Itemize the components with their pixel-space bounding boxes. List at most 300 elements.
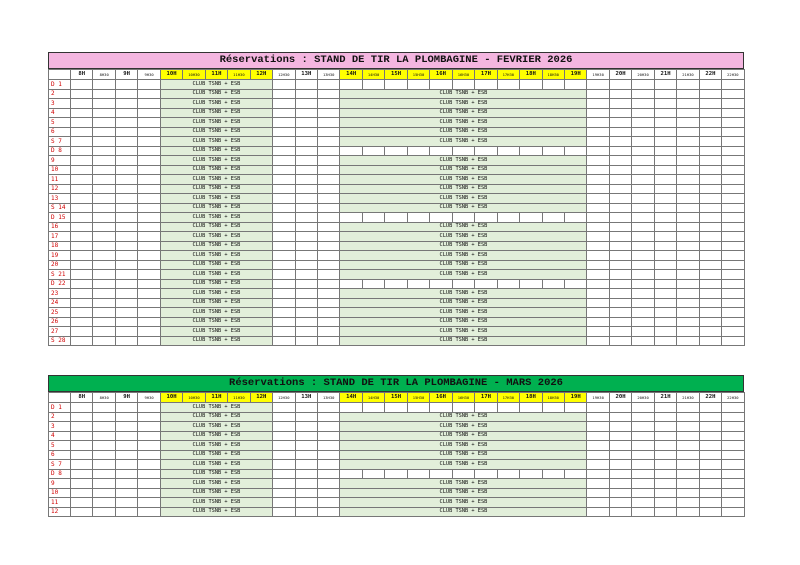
time-header: 12H30 <box>273 70 295 80</box>
empty-slot <box>699 251 721 261</box>
reservation-afternoon: CLUB TSNB + ESB <box>340 412 587 422</box>
empty-slot <box>273 99 295 109</box>
empty-slot <box>722 469 744 479</box>
empty-slot <box>654 222 676 232</box>
empty-slot <box>677 137 699 147</box>
empty-slot <box>609 327 631 337</box>
empty-slot <box>699 260 721 270</box>
reservation-afternoon: CLUB TSNB + ESB <box>340 175 587 185</box>
empty-slot <box>677 108 699 118</box>
empty-slot <box>677 184 699 194</box>
empty-slot <box>632 298 654 308</box>
empty-slot <box>317 89 339 99</box>
empty-slot <box>317 298 339 308</box>
empty-slot <box>699 327 721 337</box>
empty-slot <box>317 127 339 137</box>
time-header: 17H <box>475 393 497 403</box>
empty-slot <box>115 251 137 261</box>
empty-slot <box>71 298 93 308</box>
empty-slot <box>475 146 497 156</box>
empty-slot <box>654 165 676 175</box>
empty-slot <box>273 270 295 280</box>
empty-slot <box>722 308 744 318</box>
empty-slot <box>452 80 474 90</box>
empty-slot <box>273 412 295 422</box>
empty-slot <box>93 298 115 308</box>
empty-slot <box>677 507 699 517</box>
time-header: 11H <box>205 393 227 403</box>
empty-slot <box>497 213 519 223</box>
empty-slot <box>273 146 295 156</box>
empty-slot <box>362 213 384 223</box>
empty-slot <box>677 270 699 280</box>
day-label: D 1 <box>49 403 71 413</box>
time-header: 11H30 <box>228 70 250 80</box>
empty-slot <box>295 507 317 517</box>
empty-slot <box>71 156 93 166</box>
reservation-morning: CLUB TSNB + ESB <box>160 127 272 137</box>
empty-slot <box>609 289 631 299</box>
reservation-morning: CLUB TSNB + ESB <box>160 270 272 280</box>
empty-slot <box>587 317 609 327</box>
empty-slot <box>71 507 93 517</box>
reservation-afternoon: CLUB TSNB + ESB <box>340 507 587 517</box>
empty-slot <box>654 450 676 460</box>
empty-slot <box>93 260 115 270</box>
empty-slot <box>93 175 115 185</box>
empty-slot <box>520 469 542 479</box>
day-row <box>49 127 745 137</box>
empty-slot <box>632 156 654 166</box>
empty-slot <box>722 222 744 232</box>
empty-slot <box>722 127 744 137</box>
empty-slot <box>93 460 115 470</box>
empty-slot <box>138 241 160 251</box>
time-header: 19H30 <box>587 70 609 80</box>
empty-slot <box>71 327 93 337</box>
empty-slot <box>609 498 631 508</box>
empty-slot <box>677 175 699 185</box>
empty-slot <box>632 336 654 346</box>
empty-slot <box>632 270 654 280</box>
empty-slot <box>587 460 609 470</box>
empty-slot <box>71 289 93 299</box>
reservation-morning: CLUB TSNB + ESB <box>160 431 272 441</box>
empty-slot <box>677 232 699 242</box>
empty-slot <box>654 194 676 204</box>
empty-slot <box>722 403 744 413</box>
empty-slot <box>93 308 115 318</box>
time-header: 11H <box>205 70 227 80</box>
empty-slot <box>317 289 339 299</box>
reservation-afternoon: CLUB TSNB + ESB <box>340 165 587 175</box>
empty-slot <box>138 403 160 413</box>
empty-slot <box>340 403 362 413</box>
empty-slot <box>317 336 339 346</box>
day-row <box>49 431 745 441</box>
empty-slot <box>677 213 699 223</box>
day-label: 23 <box>49 289 71 299</box>
empty-slot <box>587 146 609 156</box>
empty-slot <box>317 507 339 517</box>
empty-slot <box>385 403 407 413</box>
empty-slot <box>654 80 676 90</box>
reservation-afternoon: CLUB TSNB + ESB <box>340 450 587 460</box>
empty-slot <box>93 222 115 232</box>
empty-slot <box>317 469 339 479</box>
empty-slot <box>564 279 586 289</box>
empty-slot <box>609 507 631 517</box>
empty-slot <box>587 422 609 432</box>
empty-slot <box>273 108 295 118</box>
empty-slot <box>632 488 654 498</box>
empty-slot <box>587 165 609 175</box>
empty-slot <box>115 175 137 185</box>
empty-slot <box>632 80 654 90</box>
empty-slot <box>115 203 137 213</box>
corner-cell <box>49 70 71 80</box>
empty-slot <box>609 99 631 109</box>
empty-slot <box>138 460 160 470</box>
empty-slot <box>654 146 676 156</box>
empty-slot <box>722 89 744 99</box>
empty-slot <box>93 99 115 109</box>
time-header: 8H30 <box>93 393 115 403</box>
day-label: 6 <box>49 450 71 460</box>
day-label: S 7 <box>49 137 71 147</box>
empty-slot <box>385 213 407 223</box>
empty-slot <box>317 479 339 489</box>
reservation-afternoon: CLUB TSNB + ESB <box>340 118 587 128</box>
reservation-morning: CLUB TSNB + ESB <box>160 336 272 346</box>
time-header: 12H30 <box>273 393 295 403</box>
time-header: 20H30 <box>632 393 654 403</box>
empty-slot <box>587 175 609 185</box>
day-label: D 1 <box>49 80 71 90</box>
empty-slot <box>273 298 295 308</box>
empty-slot <box>722 156 744 166</box>
reservation-morning: CLUB TSNB + ESB <box>160 146 272 156</box>
empty-slot <box>654 498 676 508</box>
empty-slot <box>115 317 137 327</box>
reservation-morning: CLUB TSNB + ESB <box>160 222 272 232</box>
empty-slot <box>632 460 654 470</box>
empty-slot <box>677 127 699 137</box>
empty-slot <box>587 194 609 204</box>
day-row <box>49 99 745 109</box>
empty-slot <box>295 270 317 280</box>
day-label: D 8 <box>49 146 71 156</box>
day-row <box>49 441 745 451</box>
empty-slot <box>609 156 631 166</box>
empty-slot <box>295 488 317 498</box>
reservation-afternoon: CLUB TSNB + ESB <box>340 336 587 346</box>
empty-slot <box>677 99 699 109</box>
empty-slot <box>407 469 429 479</box>
empty-slot <box>138 431 160 441</box>
empty-slot <box>317 99 339 109</box>
day-label: 4 <box>49 108 71 118</box>
empty-slot <box>295 422 317 432</box>
empty-slot <box>587 137 609 147</box>
empty-slot <box>273 450 295 460</box>
empty-slot <box>677 146 699 156</box>
reservation-afternoon: CLUB TSNB + ESB <box>340 327 587 337</box>
empty-slot <box>677 260 699 270</box>
empty-slot <box>632 203 654 213</box>
empty-slot <box>722 298 744 308</box>
empty-slot <box>273 203 295 213</box>
empty-slot <box>632 403 654 413</box>
time-header: 9H30 <box>138 70 160 80</box>
corner-cell <box>49 393 71 403</box>
empty-slot <box>273 222 295 232</box>
empty-slot <box>295 241 317 251</box>
empty-slot <box>295 222 317 232</box>
empty-slot <box>632 184 654 194</box>
empty-slot <box>93 289 115 299</box>
empty-slot <box>722 279 744 289</box>
empty-slot <box>609 279 631 289</box>
reservation-afternoon: CLUB TSNB + ESB <box>340 441 587 451</box>
reservation-afternoon: CLUB TSNB + ESB <box>340 194 587 204</box>
empty-slot <box>722 99 744 109</box>
empty-slot <box>295 118 317 128</box>
empty-slot <box>138 99 160 109</box>
empty-slot <box>632 289 654 299</box>
time-header: 18H30 <box>542 393 564 403</box>
empty-slot <box>115 118 137 128</box>
time-header: 22H30 <box>722 70 744 80</box>
empty-slot <box>273 336 295 346</box>
empty-slot <box>542 403 564 413</box>
time-header: 13H30 <box>317 70 339 80</box>
empty-slot <box>93 194 115 204</box>
day-label: 4 <box>49 431 71 441</box>
reservation-afternoon: CLUB TSNB + ESB <box>340 498 587 508</box>
day-row <box>49 137 745 147</box>
empty-slot <box>677 412 699 422</box>
empty-slot <box>115 184 137 194</box>
empty-slot <box>564 469 586 479</box>
day-row <box>49 450 745 460</box>
day-label: 27 <box>49 327 71 337</box>
empty-slot <box>115 289 137 299</box>
time-header: 20H <box>609 393 631 403</box>
empty-slot <box>115 165 137 175</box>
empty-slot <box>542 213 564 223</box>
empty-slot <box>295 108 317 118</box>
empty-slot <box>71 450 93 460</box>
reservation-afternoon: CLUB TSNB + ESB <box>340 156 587 166</box>
reservation-morning: CLUB TSNB + ESB <box>160 317 272 327</box>
empty-slot <box>115 298 137 308</box>
empty-slot <box>722 175 744 185</box>
empty-slot <box>71 308 93 318</box>
day-row <box>49 108 745 118</box>
day-row <box>49 241 745 251</box>
empty-slot <box>677 469 699 479</box>
empty-slot <box>317 213 339 223</box>
empty-slot <box>609 175 631 185</box>
empty-slot <box>699 469 721 479</box>
time-header: 20H <box>609 70 631 80</box>
empty-slot <box>632 146 654 156</box>
empty-slot <box>295 146 317 156</box>
empty-slot <box>609 184 631 194</box>
empty-slot <box>138 118 160 128</box>
empty-slot <box>699 289 721 299</box>
empty-slot <box>138 156 160 166</box>
empty-slot <box>115 156 137 166</box>
empty-slot <box>71 251 93 261</box>
reservation-afternoon: CLUB TSNB + ESB <box>340 289 587 299</box>
empty-slot <box>609 317 631 327</box>
reservation-morning: CLUB TSNB + ESB <box>160 80 272 90</box>
reservation-morning: CLUB TSNB + ESB <box>160 450 272 460</box>
time-header: 8H <box>71 70 93 80</box>
empty-slot <box>273 213 295 223</box>
empty-slot <box>93 469 115 479</box>
empty-slot <box>340 469 362 479</box>
day-label: 2 <box>49 89 71 99</box>
empty-slot <box>699 498 721 508</box>
empty-slot <box>722 108 744 118</box>
reservation-afternoon: CLUB TSNB + ESB <box>340 298 587 308</box>
time-header: 16H30 <box>452 393 474 403</box>
reservation-morning: CLUB TSNB + ESB <box>160 289 272 299</box>
empty-slot <box>273 260 295 270</box>
reservation-afternoon: CLUB TSNB + ESB <box>340 251 587 261</box>
empty-slot <box>93 450 115 460</box>
day-label: 19 <box>49 251 71 261</box>
empty-slot <box>362 80 384 90</box>
reservation-morning: CLUB TSNB + ESB <box>160 498 272 508</box>
time-header: 21H <box>654 70 676 80</box>
day-label: D 22 <box>49 279 71 289</box>
empty-slot <box>138 317 160 327</box>
empty-slot <box>138 441 160 451</box>
empty-slot <box>564 146 586 156</box>
day-label: 10 <box>49 488 71 498</box>
empty-slot <box>587 270 609 280</box>
reservation-afternoon: CLUB TSNB + ESB <box>340 89 587 99</box>
empty-slot <box>609 165 631 175</box>
empty-slot <box>654 137 676 147</box>
time-header: 13H <box>295 393 317 403</box>
empty-slot <box>722 327 744 337</box>
day-row <box>49 460 745 470</box>
empty-slot <box>93 203 115 213</box>
empty-slot <box>609 222 631 232</box>
empty-slot <box>699 175 721 185</box>
empty-slot <box>273 251 295 261</box>
empty-slot <box>587 184 609 194</box>
empty-slot <box>273 194 295 204</box>
empty-slot <box>93 270 115 280</box>
empty-slot <box>520 279 542 289</box>
empty-slot <box>722 289 744 299</box>
reservation-morning: CLUB TSNB + ESB <box>160 460 272 470</box>
empty-slot <box>430 403 452 413</box>
empty-slot <box>699 336 721 346</box>
empty-slot <box>115 108 137 118</box>
empty-slot <box>71 89 93 99</box>
time-header: 17H30 <box>497 70 519 80</box>
empty-slot <box>677 498 699 508</box>
empty-slot <box>609 118 631 128</box>
empty-slot <box>677 431 699 441</box>
time-header: 18H <box>520 70 542 80</box>
time-header: 15H30 <box>407 70 429 80</box>
empty-slot <box>722 146 744 156</box>
empty-slot <box>93 412 115 422</box>
empty-slot <box>71 403 93 413</box>
empty-slot <box>722 488 744 498</box>
day-label: S 28 <box>49 336 71 346</box>
time-header: 16H <box>430 70 452 80</box>
empty-slot <box>654 108 676 118</box>
empty-slot <box>722 431 744 441</box>
empty-slot <box>632 222 654 232</box>
empty-slot <box>138 336 160 346</box>
empty-slot <box>699 308 721 318</box>
empty-slot <box>677 203 699 213</box>
reservation-morning: CLUB TSNB + ESB <box>160 298 272 308</box>
empty-slot <box>317 308 339 318</box>
empty-slot <box>295 99 317 109</box>
empty-slot <box>632 422 654 432</box>
day-label: 18 <box>49 241 71 251</box>
empty-slot <box>520 213 542 223</box>
time-header: 9H30 <box>138 393 160 403</box>
day-row <box>49 118 745 128</box>
empty-slot <box>654 336 676 346</box>
empty-slot <box>677 403 699 413</box>
empty-slot <box>520 146 542 156</box>
empty-slot <box>71 165 93 175</box>
time-header: 15H <box>385 70 407 80</box>
empty-slot <box>587 412 609 422</box>
reservation-morning: CLUB TSNB + ESB <box>160 165 272 175</box>
day-label: 12 <box>49 184 71 194</box>
empty-slot <box>295 289 317 299</box>
empty-slot <box>71 184 93 194</box>
day-row <box>49 469 745 479</box>
empty-slot <box>632 317 654 327</box>
february-sheet <box>48 52 744 346</box>
empty-slot <box>295 213 317 223</box>
empty-slot <box>677 488 699 498</box>
empty-slot <box>71 488 93 498</box>
empty-slot <box>273 479 295 489</box>
empty-slot <box>587 118 609 128</box>
empty-slot <box>497 279 519 289</box>
day-row <box>49 336 745 346</box>
empty-slot <box>587 241 609 251</box>
empty-slot <box>115 450 137 460</box>
empty-slot <box>699 203 721 213</box>
time-header: 22H <box>699 393 721 403</box>
empty-slot <box>654 488 676 498</box>
empty-slot <box>115 431 137 441</box>
empty-slot <box>654 213 676 223</box>
day-label: 25 <box>49 308 71 318</box>
time-header: 9H <box>115 393 137 403</box>
empty-slot <box>699 184 721 194</box>
empty-slot <box>722 412 744 422</box>
empty-slot <box>452 146 474 156</box>
